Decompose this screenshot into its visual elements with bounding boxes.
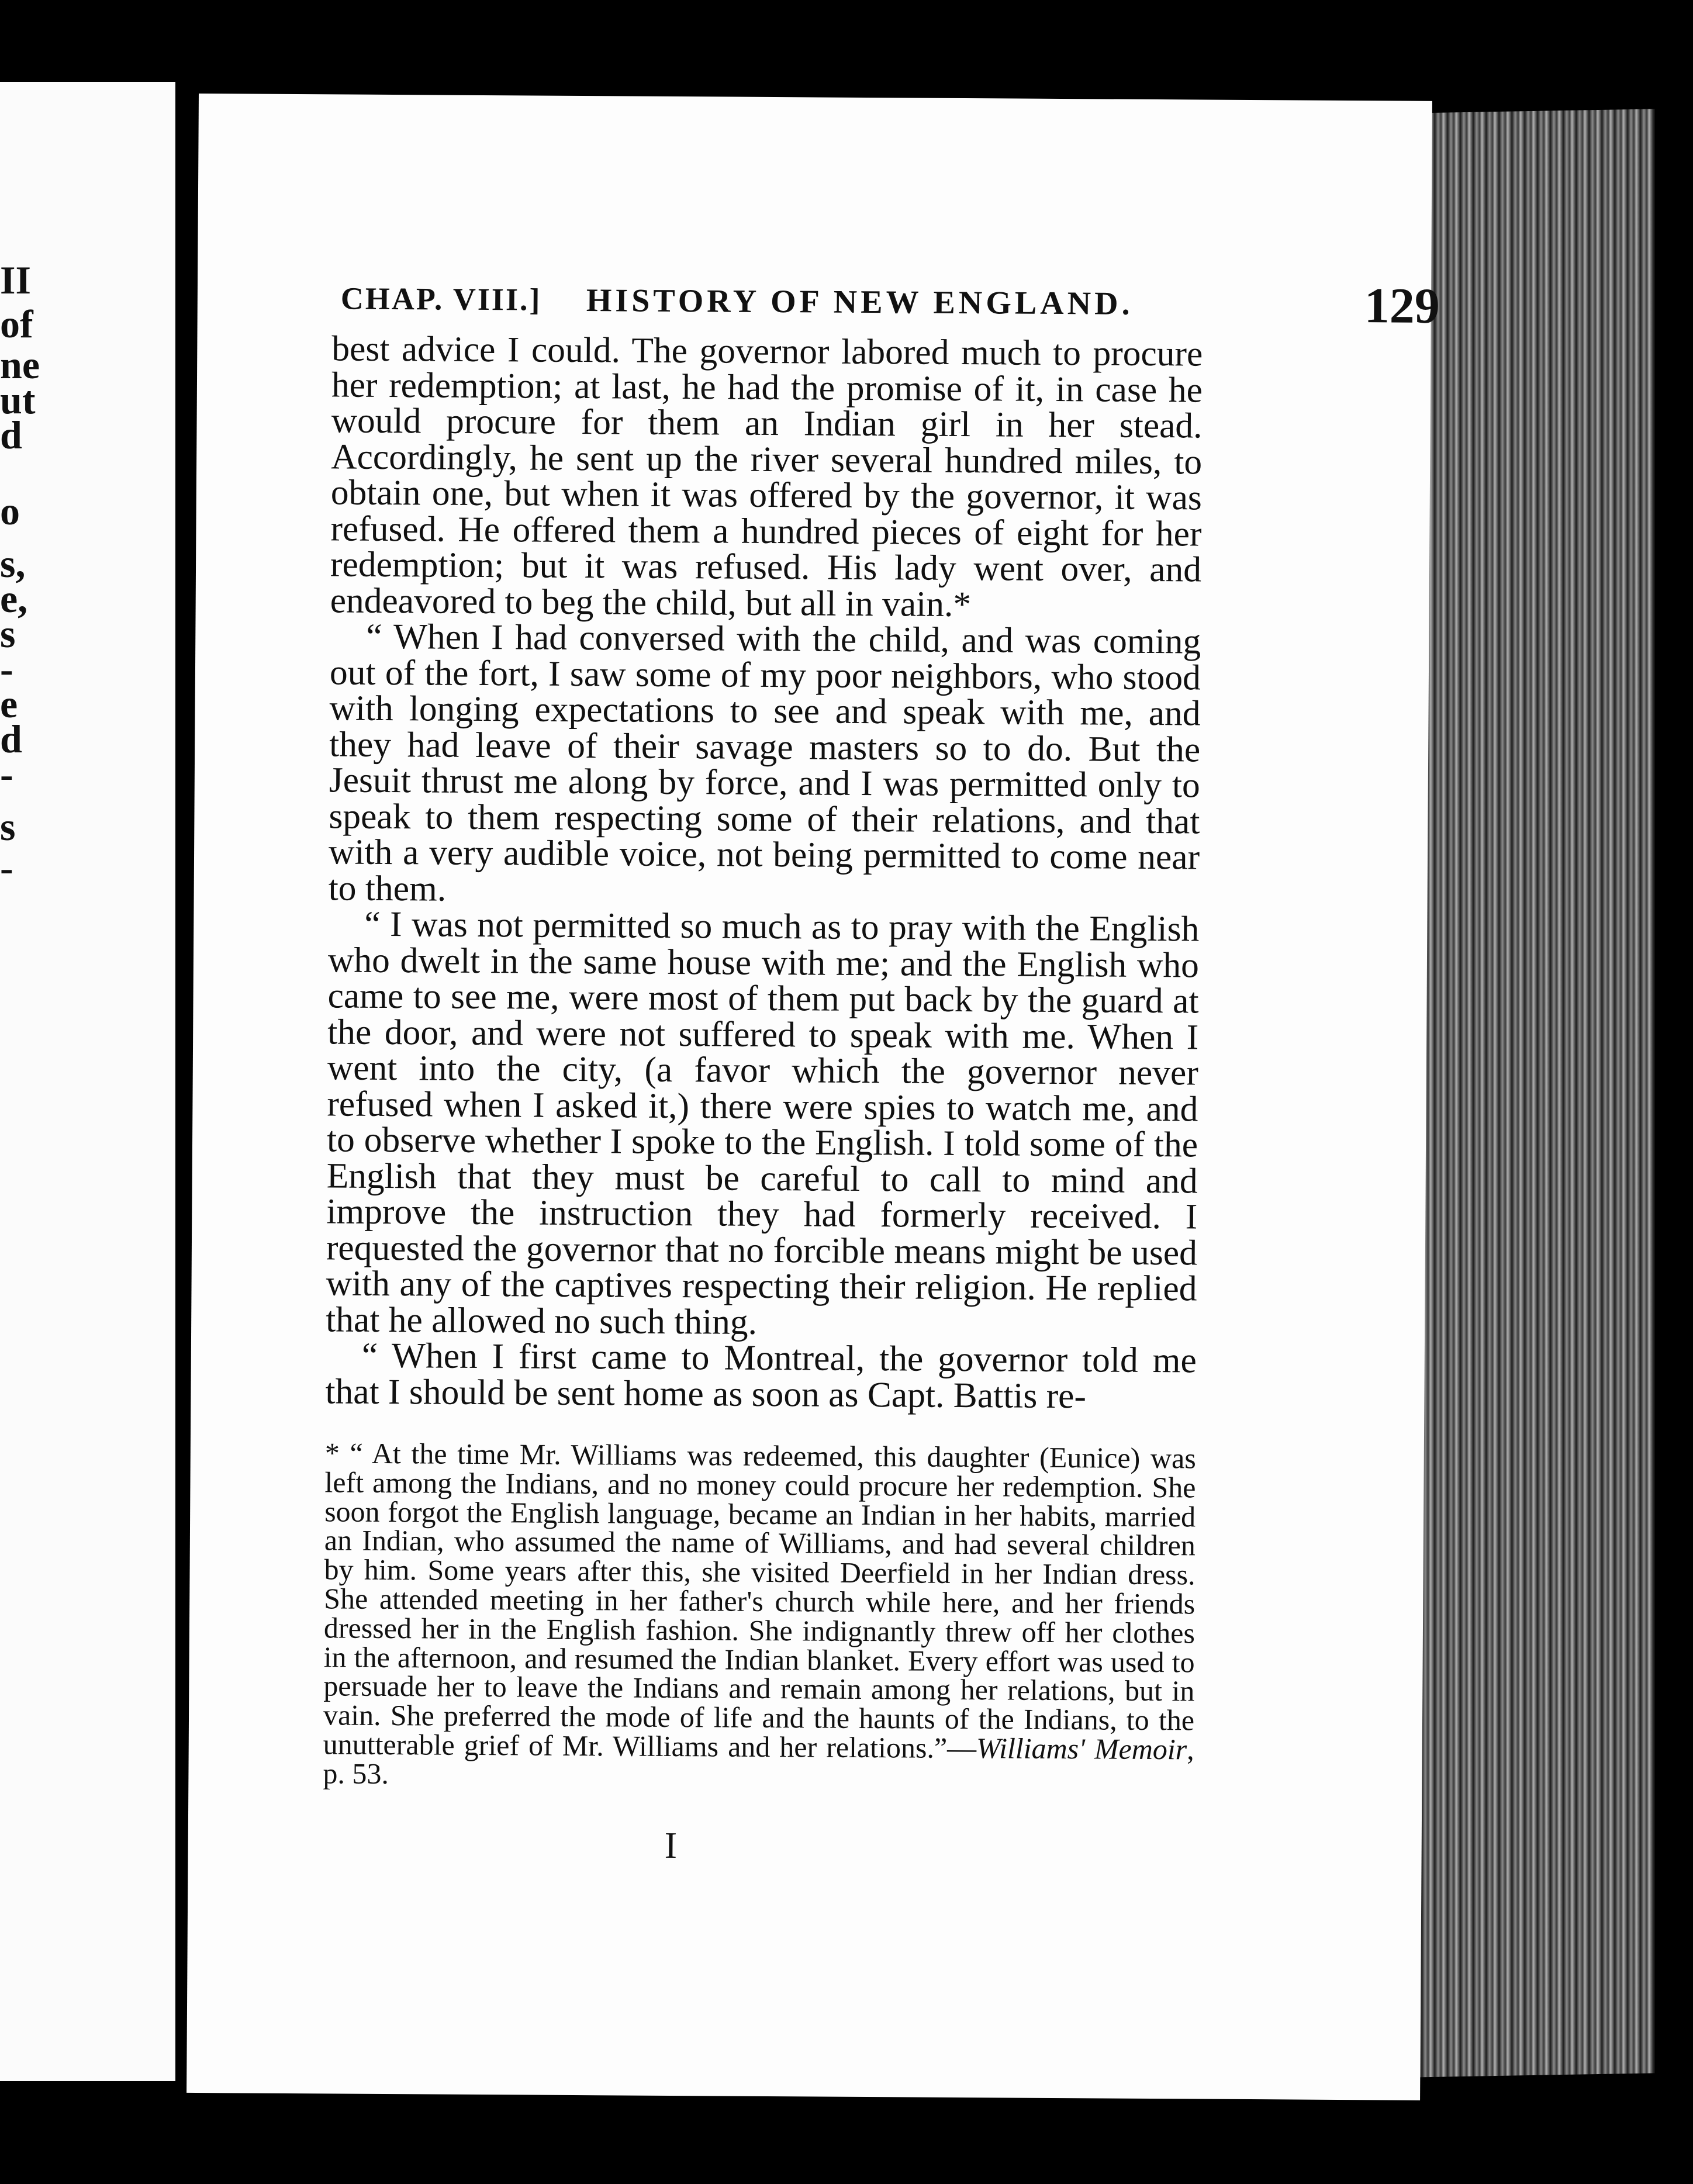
- footnote-text: * “ At the time Mr. Williams was redeemed, this daughter (Eunice) was left among the Indians, and no money could procure her redemption. She soon forgot the English language, became an Indian in her habits, married an Indian, who assumed the name of Williams, and had several children by him. Some years after this, she visited Deerfield in her Indian dress. She attended meeting in her father's church while here, and her friends dressed her in the English fashion. She indignantly threw off her clothes in the afternoon, and resumed the Indian blanket. Every effort was used to persuade her to leave the Indians and remain among her relations, but in vain. She preferred the mode of life and the haunts of the Indians, to the unutterable grief of Mr. Williams and her relations.”—: [323, 1436, 1196, 1765]
- facing-page-fragment: s,: [0, 541, 26, 586]
- facing-page-fragment: e,: [0, 576, 28, 621]
- facing-page-fragment: e: [0, 682, 18, 726]
- paragraph: “ When I had conversed with the child, and was coming out of the fort, I saw some of my poor neighbors, who stood with longing expectations to see and speak with me, and they had leave of their savage masters so to do. But the Jesuit thrust me along by force, and I was permitted only to speak to them respecting some of their relations, and that with a very audible voice, not being permitted to come near to them.: [328, 616, 1201, 909]
- book-page: [186, 94, 1440, 2100]
- signature-mark: I: [664, 1824, 678, 1867]
- facing-page-fragment: o: [0, 489, 20, 533]
- running-title: HISTORY OF NEW ENGLAND.: [586, 282, 1134, 322]
- paragraph: “ I was not permitted so much as to pray with the English who dwelt in the same house with me; and the English who came to see me, were most of them put back by the guard at the door, and were not suffered to speak with me. When I went into the city, (a favor which the governor never refused when I asked it,) there were spies to watch me, and to observe whether I spoke to the English. I told some of the English that they must be careful to call to mind and improve the instruction they had formerly received. I requested the governor that no forcible means might be used with any of the captives respecting their religion. He replied that he allowed no such thing.: [325, 904, 1200, 1342]
- footnote: [323, 1436, 1196, 1793]
- facing-page-fragment: of: [0, 302, 33, 346]
- facing-page-fragment: II: [0, 258, 31, 302]
- facing-page-fragment: ne: [0, 343, 40, 387]
- page-number: 129: [1364, 277, 1440, 334]
- facing-page-fragment: -: [0, 845, 13, 890]
- facing-page-fragment: d: [0, 413, 22, 457]
- facing-page-edge: [0, 82, 175, 2081]
- paragraph: best advice I could. The governor labored much to procure her redemption; at last, he had the promise of it, in case he would procure for them an Indian girl in her stead. Accordingly, he sent up the river several hundred miles, to obtain one, but when it was offered by the governor, it was refused. He offered them a hundred pieces of eight for her redemption; but it was refused. His lady went over, and endeavored to beg the child, but all in vain.*: [330, 329, 1203, 624]
- book-page-edges: [1409, 109, 1654, 2077]
- facing-page-fragment: s: [0, 804, 16, 849]
- facing-page-fragment: -: [0, 752, 13, 796]
- facing-page-fragment: d: [0, 717, 22, 761]
- main-text: [325, 331, 1203, 1415]
- footnote-page-ref: , p. 53.: [323, 1733, 1194, 1790]
- paragraph: “ When I first came to Montreal, the governor told me that I should be sent home as soon as Capt. Battis re-: [325, 1335, 1197, 1416]
- footnote-source: Williams' Memoir: [976, 1732, 1187, 1766]
- facing-page-fragment: ut: [0, 378, 36, 422]
- facing-page-fragment: -: [0, 647, 13, 691]
- facing-page-fragment: s: [0, 611, 16, 656]
- chapter-label: CHAP. VIII.]: [340, 281, 542, 317]
- footnote-paragraph: [323, 1436, 1196, 1793]
